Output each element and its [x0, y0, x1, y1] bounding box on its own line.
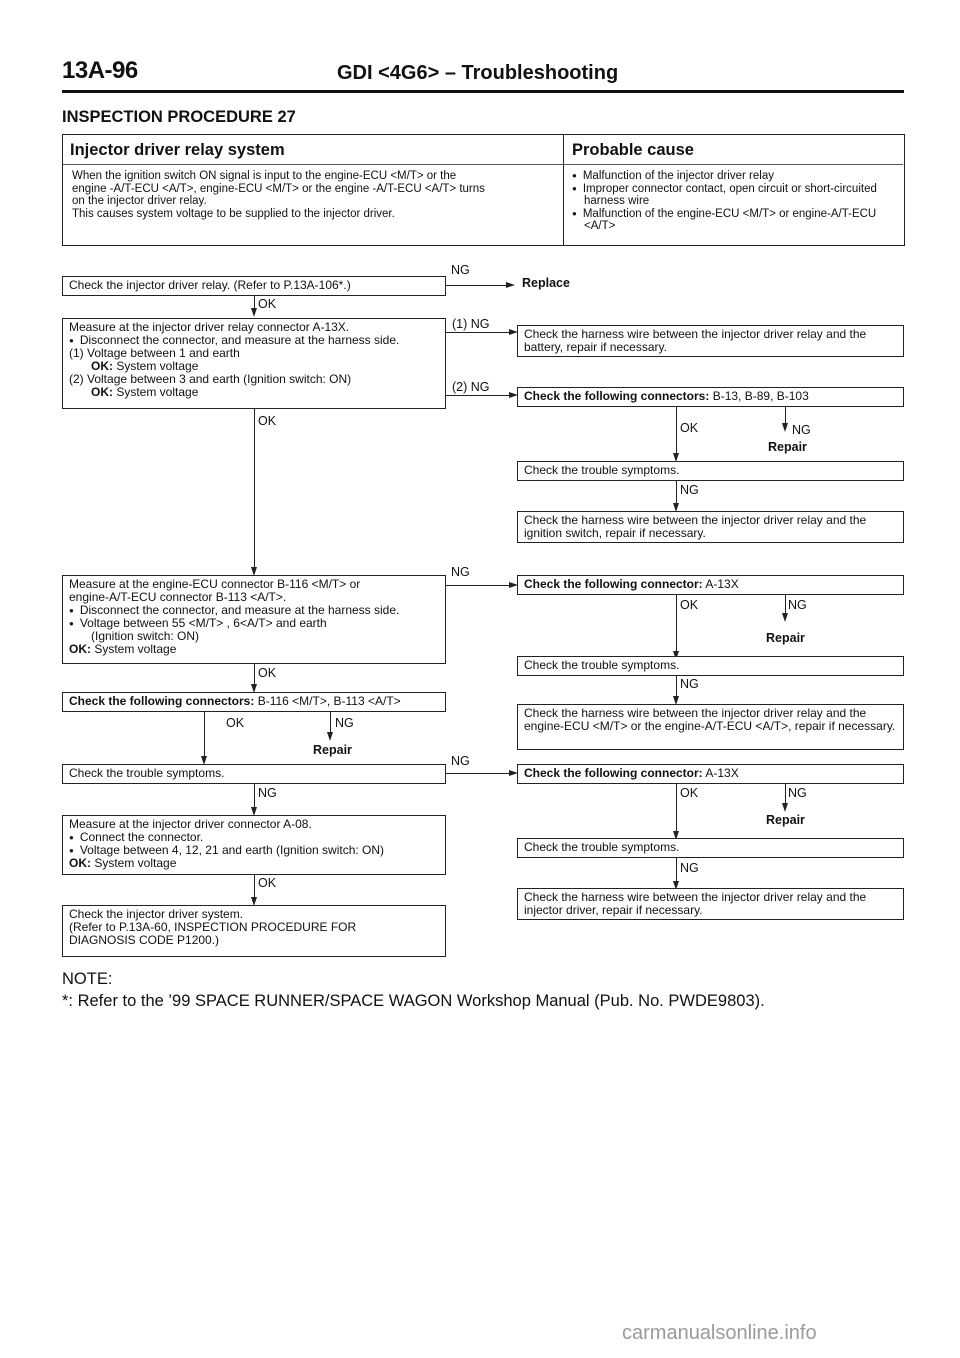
- arrow-down: [782, 423, 788, 432]
- step-check-trouble-symptoms: Check the trouble symptoms.: [517, 656, 904, 676]
- connector-line: [446, 395, 511, 396]
- step-check-injector-driver-system: Check the injector driver system. (Refer to P.13A-60, INSPECTION PROCEDURE FOR DIAGNOSIS CODE P1200.): [62, 905, 446, 957]
- table-header-rule: [63, 164, 563, 165]
- table-header-cause: Probable cause: [572, 141, 694, 159]
- ng-label: NG: [788, 598, 807, 612]
- ng1-label: (1) NG: [452, 317, 490, 331]
- ok-label: OK: [680, 421, 699, 435]
- arrow-down: [251, 308, 257, 317]
- connector-line: [446, 773, 511, 774]
- ok-label: OK: [258, 414, 277, 428]
- cause-item: ● Malfunction of the engine-ECU <M/T> or engine-A/T-ECU <A/T>: [572, 208, 892, 233]
- replace-label: Replace: [522, 276, 570, 290]
- step-check-trouble-symptoms: Check the trouble symptoms.: [62, 764, 446, 784]
- ok-label: OK: [680, 598, 699, 612]
- arrow-down: [327, 732, 333, 741]
- step-check-harness-ecu: Check the harness wire between the injector driver relay and the engine-ECU <M/T> or the engine-A/T-ECU <A/T>, repair if necessary.: [517, 704, 904, 750]
- step-check-relay: Check the injector driver relay. (Refer to P.13A-106*.): [62, 276, 446, 296]
- watermark: carmanualsonline.info: [622, 1322, 817, 1344]
- step-check-trouble-symptoms: Check the trouble symptoms.: [517, 461, 904, 481]
- connector-line: [446, 332, 511, 333]
- ok-label: OK: [226, 716, 245, 730]
- step-check-trouble-symptoms: Check the trouble symptoms.: [517, 838, 904, 858]
- cause-item: ● Improper connector contact, open circuit or short-circuited harness wire: [572, 183, 892, 208]
- ng-label: NG: [792, 423, 811, 437]
- procedure-title: INSPECTION PROCEDURE 27: [62, 108, 296, 126]
- step-check-harness-injector: Check the harness wire between the injector driver relay and the injector driver, repair if necessary.: [517, 888, 904, 920]
- ng-label: NG: [451, 754, 470, 768]
- page-title: GDI <4G6> – Troubleshooting: [337, 62, 619, 84]
- connector-line: [254, 409, 255, 569]
- ng-label: NG: [258, 786, 277, 800]
- step-check-connector-a13x-2: Check the following connector: A-13X: [517, 764, 904, 784]
- info-table: [62, 134, 905, 246]
- ok-label: OK: [258, 876, 277, 890]
- connector-line: [676, 858, 677, 883]
- arrow-right: [506, 282, 515, 288]
- repair-label: Repair: [768, 440, 807, 454]
- table-header-system: Injector driver relay system: [70, 141, 285, 159]
- connector-line: [785, 784, 786, 805]
- step-check-harness-battery: Check the harness wire between the injector driver relay and the battery, repair if necessary.: [517, 325, 904, 357]
- connector-line: [676, 676, 677, 698]
- ng-label: NG: [335, 716, 354, 730]
- ng-label: NG: [680, 677, 699, 691]
- header-rule: [62, 90, 904, 93]
- connector-line: [254, 875, 255, 899]
- connector-line: [330, 712, 331, 734]
- connector-line: [254, 784, 255, 809]
- repair-label: Repair: [766, 813, 805, 827]
- arrow-down: [782, 613, 788, 622]
- table-causes: [572, 170, 892, 233]
- ng-label: NG: [451, 565, 470, 579]
- ok-label: OK: [258, 666, 277, 680]
- repair-label: Repair: [313, 743, 352, 757]
- step-measure-relay-connector: Measure at the injector driver relay connector A-13X. ● Disconnect the connector, and measure at the harness side. (1) Voltage between 1 and earth OK: System voltage (2) Voltage between 3 and earth (Ignition switch: ON) OK: System voltage: [62, 318, 446, 409]
- connector-line: [676, 784, 677, 833]
- ng-label: NG: [680, 861, 699, 875]
- connector-line: [785, 595, 786, 615]
- table-description: When the ignition switch ON signal is input to the engine-ECU <M/T> or the engine -A/T-ECU <A/T>, engine-ECU <M/T> or the engine -A/T-ECU <A/T> turns on the injector driver relay. This causes system voltage to be supplied to the injector driver.: [72, 170, 485, 220]
- note-text: *: Refer to the ’99 SPACE RUNNER/SPACE WAGON Workshop Manual (Pub. No. PWDE9803).: [62, 992, 765, 1010]
- repair-label: Repair: [766, 631, 805, 645]
- step-check-harness-ignition: Check the harness wire between the injector driver relay and the ignition switch, repair if necessary.: [517, 511, 904, 543]
- ng-label: NG: [680, 483, 699, 497]
- page-number: 13A-96: [62, 57, 138, 84]
- note: [62, 968, 765, 1012]
- connector-line: [676, 481, 677, 505]
- table-divider: [563, 135, 564, 245]
- step-check-connectors-b13: Check the following connectors: B-13, B-89, B-103: [517, 387, 904, 407]
- note-title: NOTE:: [62, 970, 113, 988]
- ng-label: NG: [451, 263, 470, 277]
- connector-line: [204, 712, 205, 758]
- connector-line: [676, 407, 677, 455]
- step-check-connector-a13x: Check the following connector: A-13X: [517, 575, 904, 595]
- step-measure-ecu-connector: Measure at the engine-ECU connector B-116 <M/T> or engine-A/T-ECU connector B-113 <A/T>. ● Disconnect the connector, and measure at the harness side. ● Voltage between 55 <M/T> , 6<A/T> and earth (Ignition switch: ON) OK: System voltage: [62, 575, 446, 664]
- connector-line: [446, 585, 511, 586]
- connector-line: [254, 664, 255, 686]
- step-measure-injector-driver-connector: Measure at the injector driver connector A-08. ● Connect the connector. ● Voltage between 4, 12, 21 and earth (Ignition switch: ON) OK: System voltage: [62, 815, 446, 875]
- cause-item: ● Malfunction of the injector driver relay: [572, 170, 892, 183]
- table-header-rule-2: [563, 164, 903, 165]
- connector-line: [446, 285, 508, 286]
- ok-label: OK: [258, 297, 277, 311]
- ok-label: OK: [680, 786, 699, 800]
- step-check-connectors-b116: Check the following connectors: B-116 <M/T>, B-113 <A/T>: [62, 692, 446, 712]
- connector-line: [676, 595, 677, 653]
- ng2-label: (2) NG: [452, 380, 490, 394]
- arrow-down: [782, 803, 788, 812]
- ng-label: NG: [788, 786, 807, 800]
